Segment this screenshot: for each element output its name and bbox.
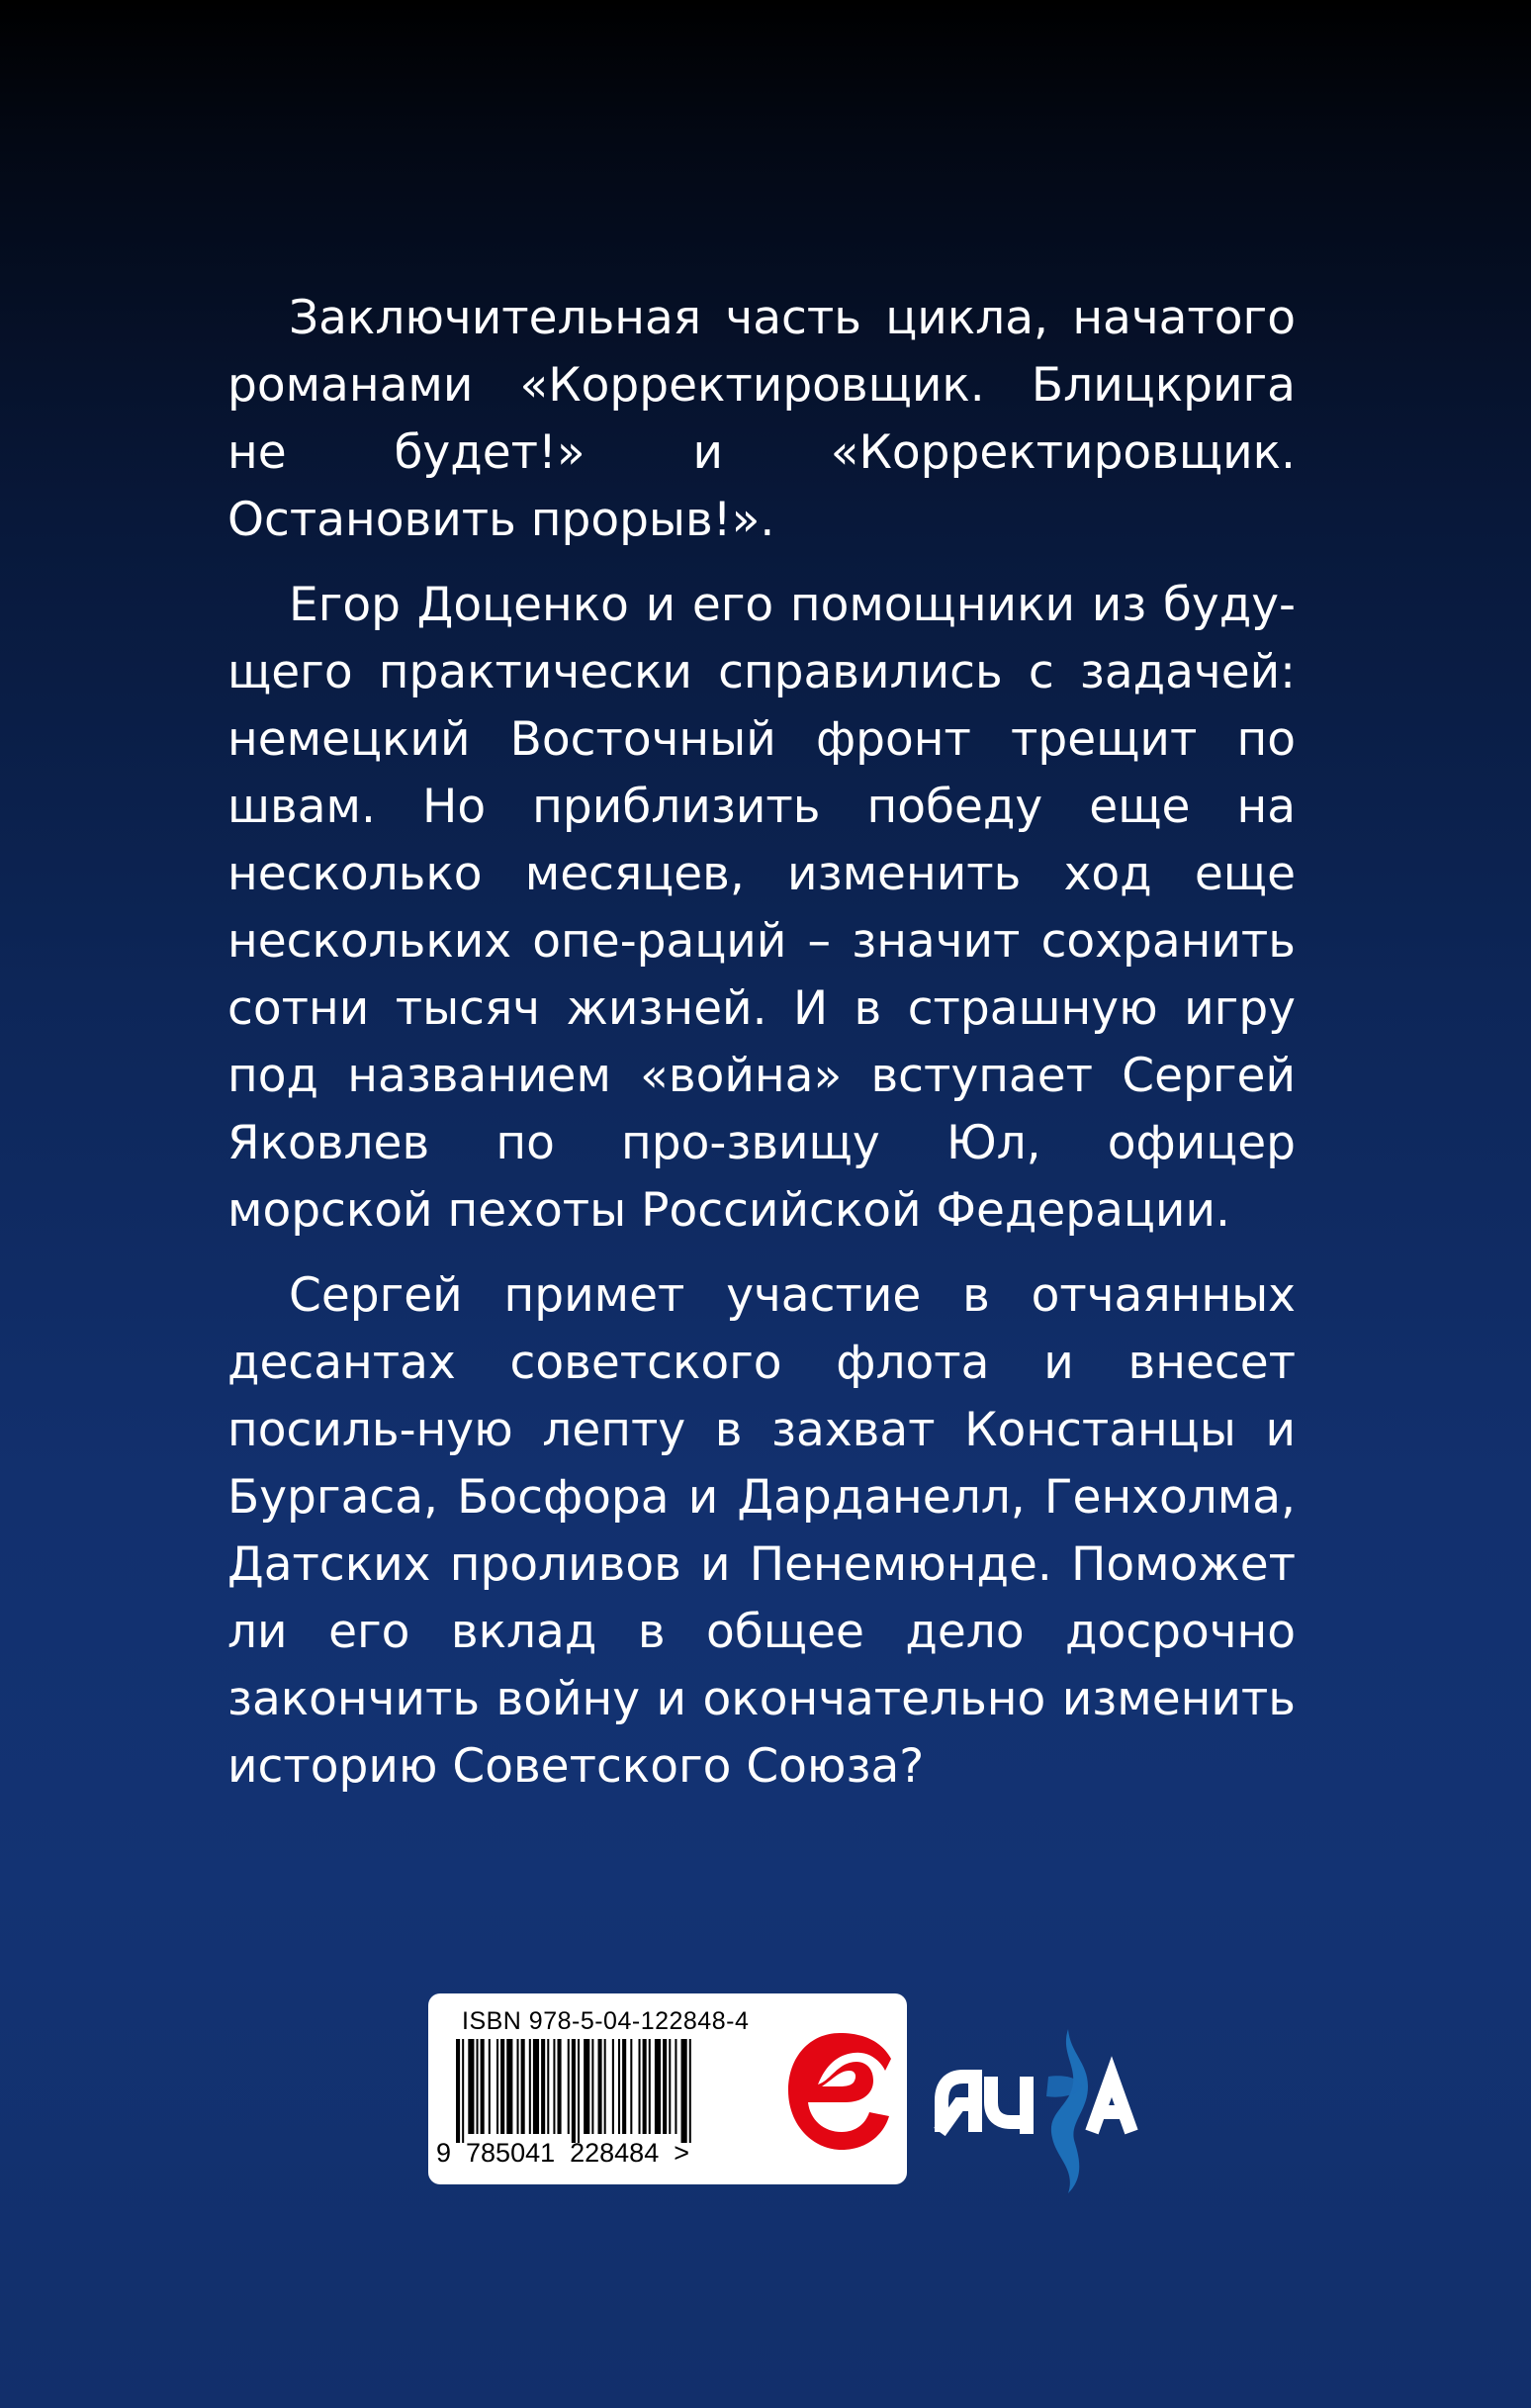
yauza-logo-icon bbox=[930, 2023, 1147, 2201]
barcode-bar bbox=[572, 2039, 576, 2143]
barcode-bar bbox=[663, 2039, 667, 2134]
description-paragraph-3: Сергей примет участие в отчаянных десантах советского флота и внесет посиль-ную лепту в захват Констанцы и Бургаса, Босфора и Дарданелл, Генхолма, Датских проливов и Пенемюнде. Поможет ли его вклад в общее дело досрочно закончить войну и окончательно изменить историю Советского Союза? bbox=[227, 1268, 1296, 1794]
barcode-bar bbox=[481, 2039, 485, 2134]
isbn-label: ISBN 978-5-04-122848-4 bbox=[462, 2007, 750, 2035]
barcode-bar bbox=[649, 2039, 651, 2134]
barcode-bar bbox=[558, 2039, 562, 2134]
barcode-panel bbox=[428, 1993, 907, 2184]
barcode-bar bbox=[517, 2039, 519, 2134]
barcode-bar bbox=[681, 2039, 687, 2143]
barcode-icon bbox=[450, 2039, 747, 2143]
barcode-bar bbox=[630, 2039, 632, 2134]
barcode-bar bbox=[462, 2039, 464, 2143]
barcode-bar bbox=[612, 2039, 614, 2134]
barcode-bar bbox=[568, 2039, 570, 2134]
barcode-bar bbox=[689, 2039, 691, 2143]
barcode-bar bbox=[598, 2039, 602, 2134]
barcode-digits: 9 785041 228484 > bbox=[436, 2138, 689, 2168]
barcode-bar bbox=[584, 2039, 589, 2134]
barcode-bar bbox=[669, 2039, 671, 2134]
barcode-bar bbox=[618, 2039, 620, 2134]
eksmo-logo-icon bbox=[784, 2029, 895, 2156]
barcode-bar bbox=[578, 2039, 580, 2143]
barcode-bar bbox=[541, 2039, 545, 2134]
barcode-bar bbox=[506, 2039, 512, 2134]
description-paragraph-1: Заключительная часть цикла, начатого романами «Корректировщик. Блицкрига не будет!» и «Корректировщик. Остановить прорыв!». bbox=[227, 291, 1296, 547]
barcode-bar bbox=[639, 2039, 641, 2134]
book-description bbox=[227, 285, 1296, 1818]
barcode-bar bbox=[553, 2039, 555, 2134]
barcode-bar bbox=[529, 2039, 531, 2134]
barcode-bar bbox=[477, 2039, 479, 2134]
barcode-bar bbox=[675, 2039, 676, 2134]
barcode-bar bbox=[591, 2039, 593, 2134]
barcode-bar bbox=[521, 2039, 525, 2134]
barcode-bar bbox=[547, 2039, 549, 2134]
description-paragraph-2: Егор Доценко и его помощники из буду-щего практически справились с задачей: немецкий Восточный фронт трещит по швам. Но приблизить победу еще на несколько месяцев, изменить ход еще нескольких опе-раций – значит сохранить сотни тысяч жизней. И в страшную игру под названием «война» вступает Сергей Яковлев по про-звищу Юл, офицер морской пехоты Российской Федерации. bbox=[227, 578, 1296, 1238]
barcode-bar bbox=[500, 2039, 504, 2134]
barcode-bar bbox=[468, 2039, 474, 2134]
barcode-bar bbox=[655, 2039, 661, 2134]
barcode-bar bbox=[489, 2039, 491, 2134]
barcode-bar bbox=[604, 2039, 606, 2134]
barcode-bar bbox=[643, 2039, 647, 2134]
barcode-bar bbox=[496, 2039, 498, 2134]
barcode-bar bbox=[533, 2039, 539, 2134]
barcode-bar bbox=[622, 2039, 626, 2134]
barcode-bar bbox=[456, 2039, 460, 2143]
